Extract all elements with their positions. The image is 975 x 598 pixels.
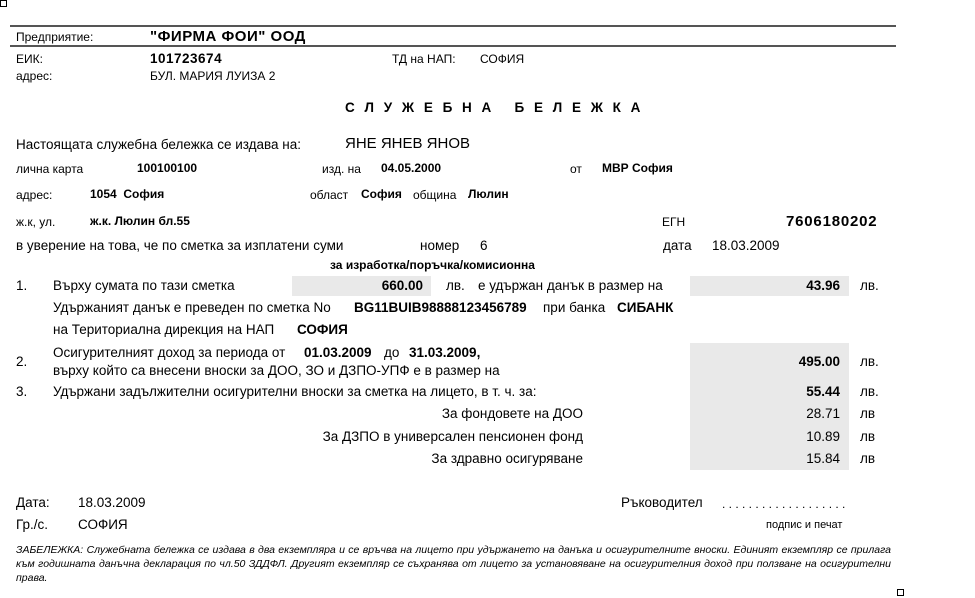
issued-to-label: Настоящата служебна бележка се издава на: xyxy=(16,137,302,152)
sub3-label: За здравно осигуряване xyxy=(431,451,583,466)
certify-text: в уверение на това, че по сметка за изплатени суми xyxy=(16,238,344,253)
transfer-bank: СИБАНК xyxy=(617,300,674,315)
eik-label: ЕИК: xyxy=(16,52,43,66)
egn-value: 7606180202 xyxy=(786,213,878,230)
payment-subtitle: за изработка/поръчка/комисионна xyxy=(330,258,535,272)
item2-text-a: Осигурителният доход за периода от xyxy=(53,345,286,360)
item1-tax-amount: 43.96 xyxy=(806,278,840,293)
footnote: ЗАБЕЛЕЖКА: Служебната бележка се издава в два екземпляра и се връчва на лицето при удържането на данъка и осигурителните вноски. Единият екземпляр се прилага към годишната данъчна декларация по чл.50 ЗДДФЛ. Другият екземпляр се съхранява от лицето за установяване на осигурителния доход при ползване на осигурителни права. xyxy=(16,544,891,584)
region-value: София xyxy=(361,187,402,201)
corner-marker-top-left xyxy=(0,0,7,7)
doc-number-label: номер xyxy=(420,238,460,253)
id-card-label: лична карта xyxy=(16,162,84,176)
item1-amount: 660.00 xyxy=(381,278,423,293)
footer-date-label: Дата: xyxy=(16,495,50,510)
td-label: ТД на НАП: xyxy=(392,52,456,66)
company-address-value: БУЛ. МАРИЯ ЛУИЗА 2 xyxy=(150,69,276,83)
doc-date-label: дата xyxy=(663,238,692,253)
item3-unit: лв. xyxy=(860,384,879,399)
transfer-account: BG11BUIB98888123456789 xyxy=(354,300,527,315)
td-value: СОФИЯ xyxy=(480,52,525,66)
sub3-unit: лв xyxy=(860,451,876,466)
street-label: ж.к, ул. xyxy=(16,215,56,229)
issued-from-value: МВР София xyxy=(602,161,673,175)
item1-tax-text: е удържан данък в размер на xyxy=(478,278,663,293)
header-bottom-rule xyxy=(10,45,896,47)
issued-from-label: от xyxy=(570,162,582,176)
transfer-bank-label: при банка xyxy=(543,300,606,315)
eik-value: 101723674 xyxy=(150,51,223,66)
signature-label: подпис и печат xyxy=(766,519,843,531)
sub2-value: 10.89 xyxy=(806,429,840,444)
footer-city-label: Гр./с. xyxy=(16,517,49,532)
id-card-value: 100100100 xyxy=(137,161,198,175)
item1-amount-unit: лв. xyxy=(446,278,465,293)
person-name: ЯНЕ ЯНЕВ ЯНОВ xyxy=(345,135,471,152)
item1-number: 1. xyxy=(16,278,28,293)
item3-text: Удържани задължителни осигурителни вноски за сметка на лицето, в т. ч. за: xyxy=(53,384,537,399)
egn-label: ЕГН xyxy=(662,215,686,229)
directorate-value: СОФИЯ xyxy=(297,322,348,337)
doc-date-value: 18.03.2009 xyxy=(712,238,780,253)
sub2-unit: лв xyxy=(860,429,876,444)
item2-period-to-label: до xyxy=(384,345,400,360)
person-address-value: 1054 София xyxy=(90,187,165,201)
sub1-label: За фондовете на ДОО xyxy=(441,406,583,421)
transfer-text: Удържаният данък е преведен по сметка No xyxy=(53,300,331,315)
sub1-value: 28.71 xyxy=(806,406,840,421)
item2-text-b: върху който са внесени вноски за ДОО, ЗО и ДЗПО-УПФ е в размер на xyxy=(53,363,500,378)
company-address-label: адрес: xyxy=(16,69,53,83)
person-address-label: адрес: xyxy=(16,188,53,202)
sub3-value: 15.84 xyxy=(806,451,840,466)
item2-amount: 495.00 xyxy=(798,354,840,369)
street-value: ж.к. Люлин бл.55 xyxy=(90,214,190,228)
item3-number: 3. xyxy=(16,384,28,399)
item2-number: 2. xyxy=(16,354,28,369)
manager-signature-line: . . . . . . . . . . . . . . . . . . . xyxy=(722,497,846,511)
footer-city-value: СОФИЯ xyxy=(78,517,128,532)
item2-unit: лв. xyxy=(860,354,879,369)
header-top-rule xyxy=(10,25,896,27)
item1-text: Върху сумата по тази сметка xyxy=(53,278,235,293)
manager-label: Ръководител xyxy=(621,495,703,510)
item2-period-to: 31.03.2009, xyxy=(409,345,481,360)
corner-marker-bottom-right xyxy=(897,589,904,596)
item2-period-from: 01.03.2009 xyxy=(304,345,372,360)
municipality-label: община xyxy=(413,188,457,202)
sub2-label: За ДЗПО в универсален пенсионен фонд xyxy=(322,429,583,444)
issued-on-label: изд. на xyxy=(322,162,361,176)
company-label: Предприятие: xyxy=(16,30,94,44)
footer-date-value: 18.03.2009 xyxy=(78,495,146,510)
company-name: "ФИРМА ФОИ" ООД xyxy=(150,28,306,45)
issued-on-value: 04.05.2000 xyxy=(381,161,442,175)
document-title: С Л У Ж Е Б Н А Б Е Л Е Ж К А xyxy=(345,100,644,115)
item3-amount: 55.44 xyxy=(806,384,840,399)
region-label: област xyxy=(310,188,349,202)
item1-tax-unit: лв. xyxy=(860,278,879,293)
doc-number-value: 6 xyxy=(480,238,488,253)
directorate-text: на Териториална дирекция на НАП xyxy=(53,322,275,337)
municipality-value: Люлин xyxy=(468,187,509,201)
sub1-unit: лв xyxy=(860,406,876,421)
